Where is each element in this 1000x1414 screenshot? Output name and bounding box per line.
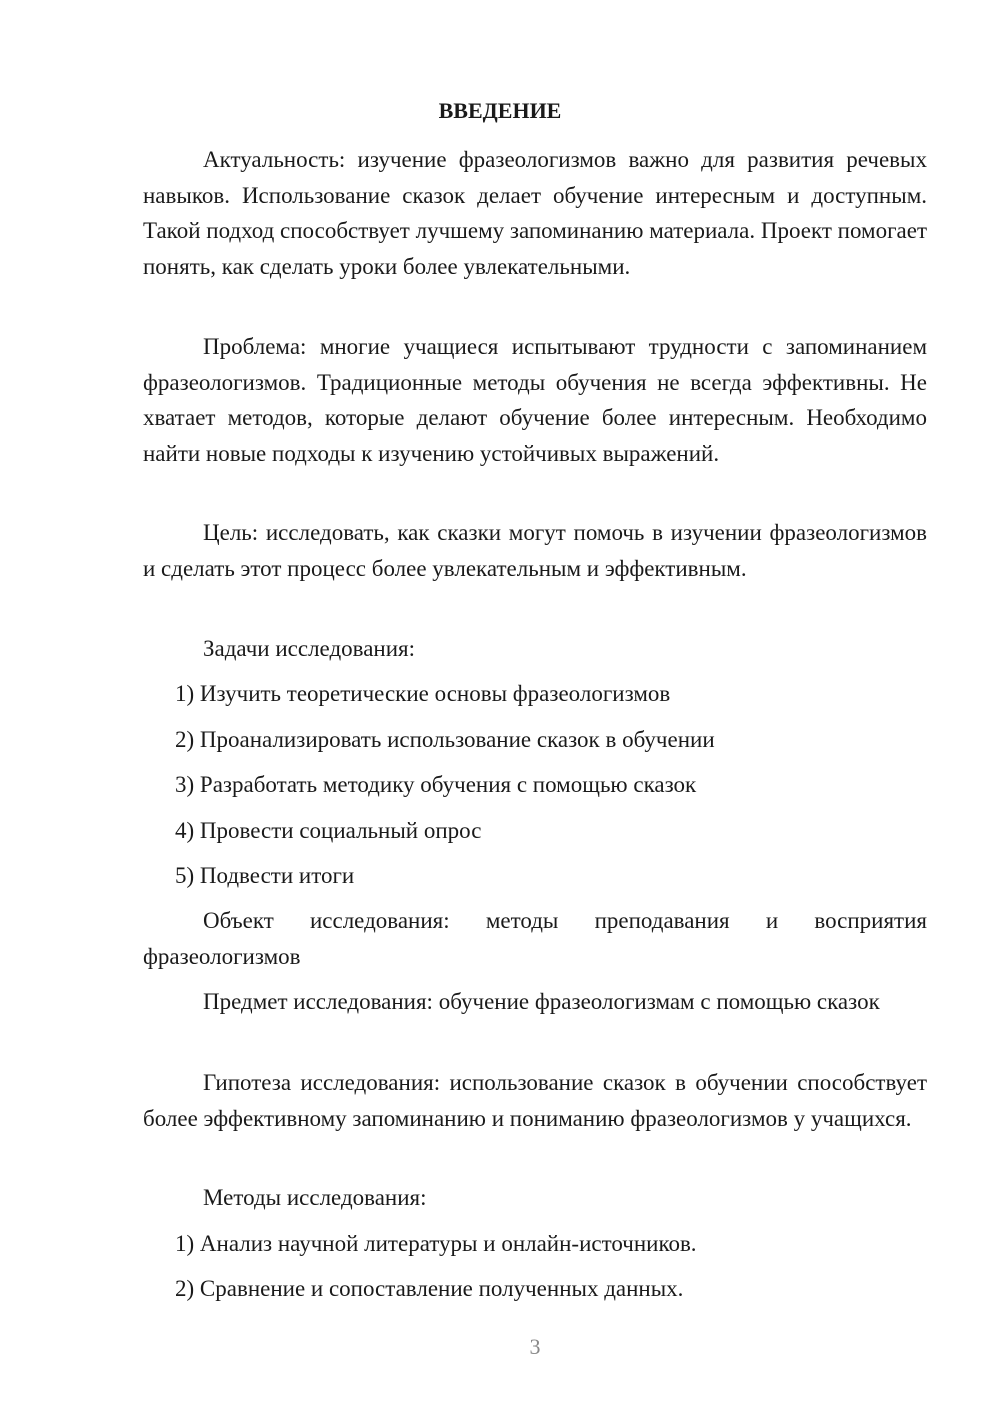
tasks-title: Задачи исследования:: [203, 636, 416, 661]
paragraph-object: Объект исследования: методы преподавания и восприятия фразеологизмов: [143, 908, 927, 969]
page-number: 3: [529, 1334, 541, 1359]
paragraph-relevance: Актуальность: изучение фразеологизмов важно для развития речевых навыков. Использование сказок делает обучение интересным и доступным. Такой подход способствует лучшему запоминанию материала. Проект помогает понять, как сделать уроки более увлекательными.: [143, 147, 927, 279]
page-title: ВВЕДЕНИЕ: [438, 98, 562, 123]
task-item: 4) Провести социальный опрос: [175, 818, 482, 843]
task-item: 5) Подвести итоги: [175, 863, 355, 888]
method-item: 2) Сравнение и сопоставление полученных данных.: [175, 1276, 684, 1301]
paragraph-goal: Цель: исследовать, как сказки могут помочь в изучении фразеологизмов и сделать этот процесс более увлекательным и эффективным.: [143, 520, 927, 581]
paragraph-subject: Предмет исследования: обучение фразеологизмам с помощью сказок: [203, 989, 880, 1014]
method-item: 1) Анализ научной литературы и онлайн-источников.: [175, 1231, 697, 1256]
paragraph-hypothesis: Гипотеза исследования: использование сказок в обучении способствует более эффективному запоминанию и пониманию фразеологизмов у учащихся.: [143, 1070, 927, 1131]
task-item: 2) Проанализировать использование сказок в обучении: [175, 727, 715, 752]
paragraph-problem: Проблема: многие учащиеся испытывают трудности с запоминанием фразеологизмов. Традиционные методы обучения не всегда эффективны. Не хватает методов, которые делают обучение более интересным. Необходимо найти новые подходы к изучению устойчивых выражений.: [143, 334, 927, 466]
methods-title: Методы исследования:: [203, 1185, 427, 1210]
task-item: 1) Изучить теоретические основы фразеологизмов: [175, 681, 671, 706]
task-item: 3) Разработать методику обучения с помощью сказок: [175, 772, 697, 797]
